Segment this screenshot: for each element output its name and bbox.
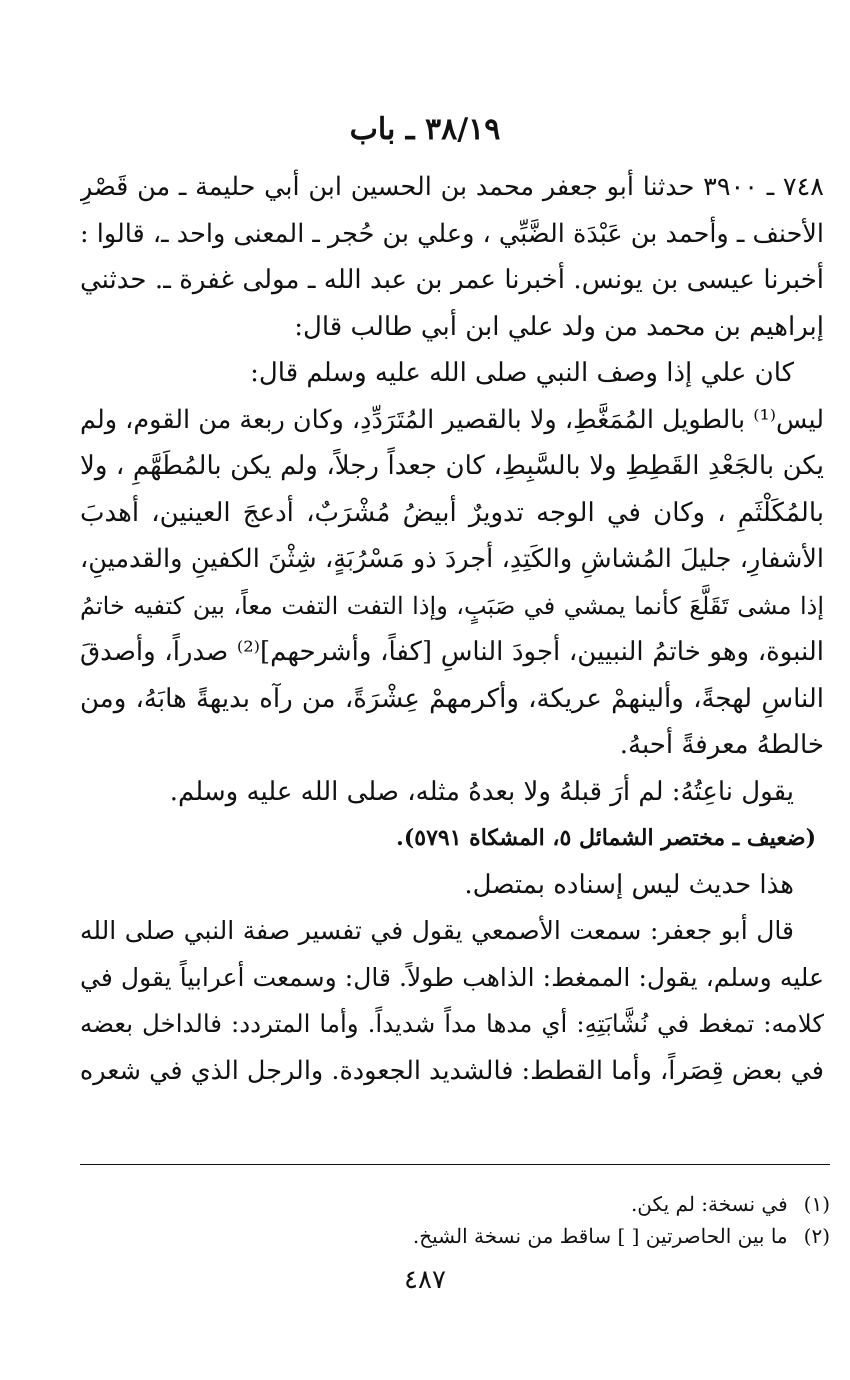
- text-line: يقول ناعِتُهُ: لم أرَ قبلهُ ولا بعدهُ مثله، صلى الله عليه وسلم.: [169, 776, 794, 807]
- text-line: قال أبو جعفر: سمعت الأصمعي يقول في تفسير صفة النبي صلى الله: [80, 916, 794, 945]
- footnote-number: (٢): [803, 1224, 830, 1248]
- text-line: هذا حديث ليس إسناده بمتصل.: [464, 869, 794, 900]
- text-line: ليس⁽¹⁾ بالطويل المُمَغَّطِ، ولا بالقصير المُتَرَدِّدِ، وكان ربعة من القوم، ولم: [80, 404, 824, 435]
- footnote-text: ما بين الحاصرتين [ ] ساقط من نسخة الشيخ.: [412, 1224, 788, 1248]
- grading-line: (ضعيف ـ مختصر الشمائل ٥، المشكاة ٥٧٩١).: [396, 825, 816, 851]
- text-line: الأحنف ـ وأحمد بن عَبْدَة الضَّبِّي ، وعلي بن حُجر ـ المعنى واحد ـ، قالوا :: [80, 218, 824, 249]
- text-line: إذا مشى تَقَلَّعَ كأنما يمشي في صَبَبٍ، وإذا التفت التفت معاً، بين كتفيه خاتمُ: [80, 591, 824, 620]
- text-line: كان علي إذا وصف النبي صلى الله عليه وسلم قال:: [250, 358, 794, 388]
- section-heading: ٣٨/١٩ ـ باب: [349, 112, 501, 147]
- text-line: النبوة، وهو خاتمُ النبيين، أجودَ الناسِ [كفاً، وأشرحهم]⁽²⁾ صدراً، وأصدقَ: [80, 637, 824, 667]
- text-line: إبراهيم بن محمد من ولد علي ابن أبي طالب قال:: [294, 311, 824, 342]
- footnote: [80, 1188, 830, 1220]
- text-line: في بعض قِصَراً، وأما القطط: فالشديد الجعودة. والرجل الذي في شعره: [80, 1055, 824, 1086]
- text-line: بالمُكَلْثَمِ ، وكان في الوجه تدويرٌ أبيضُ مُشْرَبٌ، أدعجَ العينين، أهدبَ: [80, 497, 824, 528]
- footnote-text: في نسخة: لم يكن.: [630, 1192, 788, 1216]
- hadith-text: [80, 164, 824, 1094]
- text-line: أخبرنا عيسى بن يونس. أخبرنا عمر بن عبد الله ـ مولى غفرة ـ. حدثني: [80, 265, 824, 295]
- footnotes: [80, 1188, 830, 1252]
- text-line: الناسِ لهجةً، وألينهمْ عريكة، وأكرمهمْ عِشْرَةً، من رآه بديهةً هابَهُ، ومن: [80, 683, 824, 714]
- page-number: ٤٨٧: [404, 1265, 446, 1295]
- text-line: كلامه: تمغط في نُشَّابَتِهِ: أي مدها مداً شديداً. وأما المتردد: فالداخل بعضه: [80, 1009, 824, 1038]
- text-line: يكن بالجَعْدِ القَطِطِ ولا بالسَّبِطِ، كان جعداً رجلاً، ولم يكن بالمُطَهَّمِ ، ولا: [80, 451, 824, 481]
- text-line: خالطهُ معرفةً أحبهُ.: [619, 730, 824, 760]
- text-line: الأشفارِ، جليلَ المُشاشِ والكَتِدِ، أجردَ ذو مَسْرُبَةٍ، شِثْنَ الكفينِ والقدمينِ،: [80, 544, 824, 574]
- footnote-number: (١): [803, 1192, 830, 1216]
- footnote-divider: [80, 1164, 830, 1165]
- footnote: [80, 1220, 830, 1252]
- text-line: ٧٤٨ ـ ٣٩٠٠ حدثنا أبو جعفر محمد بن الحسين ابن أبي حليمة ـ من قَصْرِ: [80, 172, 824, 202]
- text-line: عليه وسلم، يقول: الممغط: الذاهب طولاً. قال: وسمعت أعرابياً يقول في: [80, 962, 824, 992]
